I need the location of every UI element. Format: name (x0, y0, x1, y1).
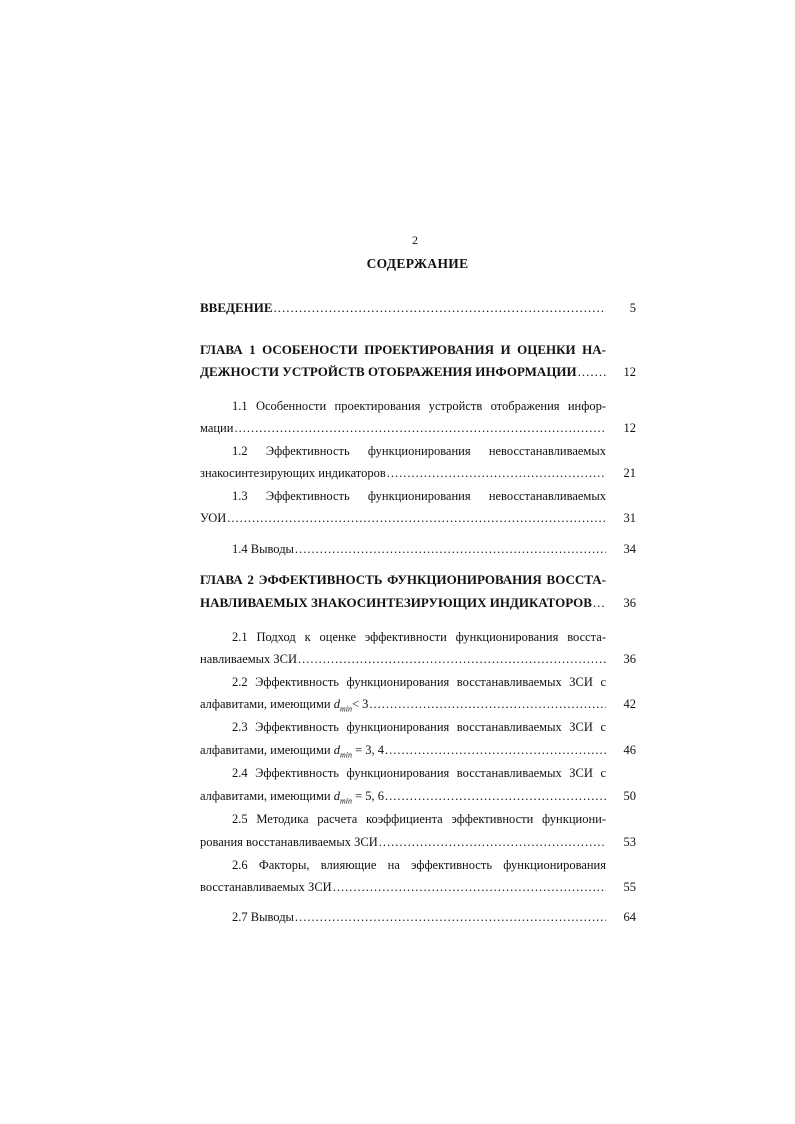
toc-section-1-2-line1[interactable]: 1.2 Эффективность функционирования невосстанавливаемых (232, 444, 606, 458)
toc-section-2-2-label: алфавитами, имеющими $d_{min}< 3$ (200, 697, 369, 714)
toc-section-2-2-page: 42 (623, 697, 636, 711)
toc-chapter-2-line2[interactable] (200, 595, 606, 611)
toc-section-1-4-label: 1.4 Выводы (232, 542, 294, 556)
toc-section-2-3-label: алфавитами, имеющими $d_{min} = 3$, 4 (200, 743, 384, 760)
toc-section-1-3-line1[interactable]: 1.3 Эффективность функционирования невосстанавливаемых (232, 489, 606, 503)
toc-section-1-3-line2[interactable] (200, 510, 606, 526)
toc-chapter-2-label: НАВЛИВАЕМЫХ ЗНАКОСИНТЕЗИРУЮЩИХ ИНДИКАТОРОВ (200, 595, 592, 610)
toc-chapter-1-line1[interactable]: ГЛАВА 1 ОСОБЕНОСТИ ПРОЕКТИРОВАНИЯ И ОЦЕНКИ НА- (200, 342, 606, 357)
toc-section-2-4-label: алфавитами, имеющими $d_{min} = 5$, 6 (200, 789, 384, 806)
toc-chapter-2-page: 36 (623, 596, 636, 610)
toc-section-2-6-line2[interactable] (200, 879, 606, 895)
toc-section-2-1-label: навливаемых ЗСИ (200, 652, 298, 666)
toc-section-2-3-line1[interactable]: 2.3 Эффективность функционирования восстанавливаемых ЗСИ с (232, 720, 606, 734)
toc-intro[interactable] (200, 300, 606, 316)
toc-section-1-1-line2[interactable] (200, 420, 606, 436)
toc-section-2-6-label: восстанавливаемых ЗСИ (200, 880, 332, 894)
toc-section-1-1-label: мации (200, 421, 234, 435)
toc-section-2-1-line2[interactable] (200, 651, 606, 667)
toc-section-1-1-line1[interactable]: 1.1 Особенности проектирования устройств отображения инфор- (232, 399, 606, 413)
toc-section-1-1-page: 12 (623, 421, 636, 435)
toc-section-2-3-page: 46 (623, 743, 636, 757)
toc-intro-label: ВВЕДЕНИЕ (200, 300, 273, 315)
toc-section-1-3-label: УОИ (200, 511, 227, 525)
toc-section-2-7[interactable] (232, 909, 606, 925)
toc-section-2-5-label: рования восстанавливаемых ЗСИ (200, 835, 378, 849)
toc-section-2-4-page: 50 (623, 789, 636, 803)
toc-section-1-4[interactable] (232, 541, 606, 557)
toc-section-2-5-line2[interactable] (200, 834, 606, 850)
toc-section-2-6-line1[interactable]: 2.6 Факторы, влияющие на эффективность функционирования (232, 858, 606, 872)
toc-section-2-7-label: 2.7 Выводы (232, 910, 294, 924)
toc-section-1-2-label: знакосинтезирующих индикаторов (200, 466, 386, 480)
toc-section-2-3-line2[interactable] (200, 742, 606, 764)
toc-section-2-6-page: 55 (623, 880, 636, 894)
toc-section-2-2-line2[interactable] (200, 696, 606, 718)
toc-chapter-2-line1[interactable]: ГЛАВА 2 ЭФФЕКТИВНОСТЬ ФУНКЦИОНИРОВАНИЯ ВОССТА- (200, 572, 606, 587)
toc-section-1-2-line2[interactable] (200, 465, 606, 481)
toc-section-2-5-line1[interactable]: 2.5 Методика расчета коэффициента эффективности функциони- (232, 812, 606, 826)
toc-section-2-5-page: 53 (623, 835, 636, 849)
toc-intro-page: 5 (629, 301, 636, 315)
page-number: 2 (412, 233, 418, 247)
toc-section-1-4-page: 34 (623, 542, 636, 556)
toc-chapter-1-label: ДЕЖНОСТИ УСТРОЙСТВ ОТОБРАЖЕНИЯ ИНФОРМАЦИИ (200, 364, 577, 379)
toc-section-2-4-line1[interactable]: 2.4 Эффективность функционирования восстанавливаемых ЗСИ с (232, 766, 606, 780)
page-title: СОДЕРЖАНИЕ (366, 256, 469, 271)
toc-chapter-1-page: 12 (623, 365, 636, 379)
toc-section-1-3-page: 31 (623, 511, 636, 525)
toc-section-2-4-line2[interactable] (200, 788, 606, 810)
toc-chapter-1-line2[interactable] (200, 364, 606, 380)
toc-section-1-2-page: 21 (623, 466, 636, 480)
toc-section-2-7-page: 64 (623, 910, 636, 924)
toc-section-2-1-page: 36 (623, 652, 636, 666)
toc-section-2-2-line1[interactable]: 2.2 Эффективность функционирования восстанавливаемых ЗСИ с (232, 675, 606, 689)
toc-section-2-1-line1[interactable]: 2.1 Подход к оценке эффективности функционирования восста- (232, 630, 606, 644)
